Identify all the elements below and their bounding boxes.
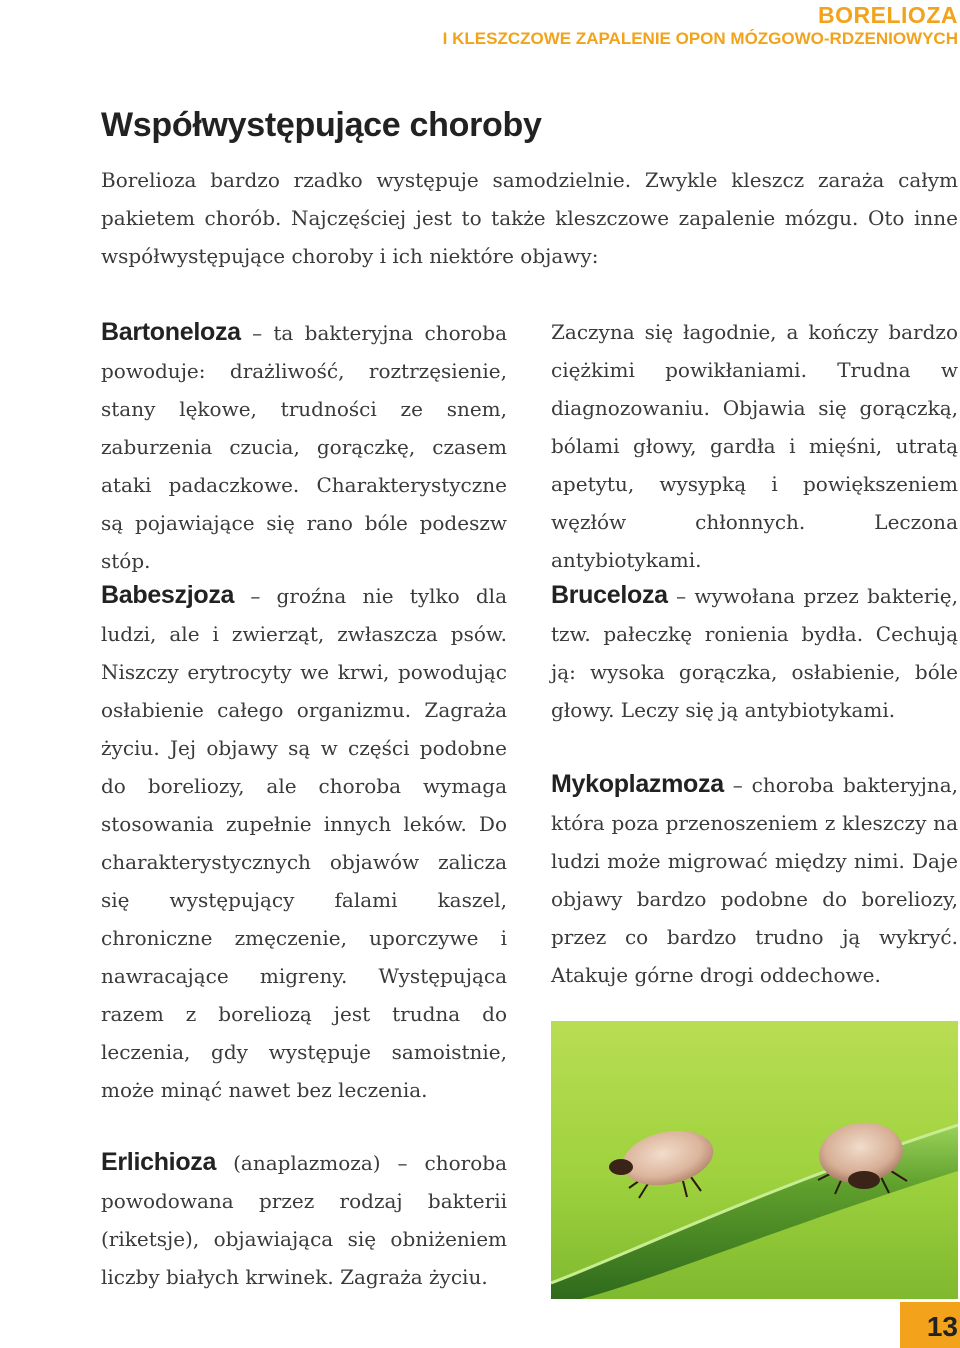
disease-bruceloza xyxy=(551,576,958,729)
disease-name-bruceloza: Bruceloza xyxy=(551,581,668,609)
disease-name-bartoneloza: Bartoneloza xyxy=(101,318,241,346)
header-title: BORELIOZA xyxy=(818,2,958,28)
disease-name-babeszjoza: Babeszjoza xyxy=(101,581,235,609)
right-column-top xyxy=(551,313,958,579)
disease-name-erlichioza: Erlichioza xyxy=(101,1148,217,1176)
disease-erlichioza xyxy=(101,1143,507,1296)
disease-desc-erlichioza: (anaplazmoza) – choroba powodowana przez rodzaj bakterii (riketsje), objawiająca się obniżeniem liczby białych krwinek. Zagraża życiu. xyxy=(101,1151,507,1289)
bartoneloza-continued: Zaczyna się łagodnie, a kończy bardzo ciężkimi powikłaniami. Trudna w diagnozowaniu. Objawia się gorączką, bólami głowy, gardła i mięśni, utratą apetytu, wysypką i powiększeniem węzłów chłonnych. Leczona antybiotykami. xyxy=(551,320,958,572)
left-column-top xyxy=(101,313,507,580)
tick-photo xyxy=(551,1021,958,1299)
disease-bartoneloza xyxy=(101,313,507,580)
right-column-lower xyxy=(551,765,958,994)
disease-desc-babeszjoza: – groźna nie tylko dla ludzi, ale i zwierząt, zwłaszcza psów. Niszczy erytrocyty we krwi, powodując osłabienie całego organizmu. Zagraża życiu. Jej objawy są w części podobne do boreliozy, ale choroba wymaga stosowania zupełnie innych leków. Do charakterystycznych objawów zalicza się występujący falami kaszel, chroniczne zmęczenie, uporczywe i nawracające migreny. Występująca razem z boreliozą jest trudna do leczenia, gdy występuje samoistnie, może minąć nawet bez leczenia. xyxy=(101,584,507,1102)
disease-desc-bartoneloza: – ta bakteryjna choroba powoduje: drażliwość, roztrzęsienie, stany lękowe, trudności ze snem, zaburzenia czucia, gorączkę, czasem ataki padaczkowe. Charakterystyczne są pojawiające się rano bóle podeszw stóp. xyxy=(101,321,507,573)
right-column-middle xyxy=(551,576,958,729)
section-title: Współwystępujące choroby xyxy=(101,106,542,144)
disease-desc-bruceloza: – wywołana przez bakterię, tzw. pałeczkę ronienia bydła. Cechują ją: wysoka gorączka, osłabienie, bóle głowy. Leczy się ją antybiotykami. xyxy=(551,584,958,722)
header-subtitle: I KLESZCZOWE ZAPALENIE OPON MÓZGOWO-RDZENIOWYCH xyxy=(442,29,958,48)
running-header xyxy=(443,2,958,50)
disease-name-mykoplazmoza: Mykoplazmoza xyxy=(551,770,724,798)
left-column-middle xyxy=(101,576,507,1109)
disease-desc-mykoplazmoza: – choroba bakteryjna, która poza przenoszeniem z kleszczy na ludzi może migrować między nimi. Daje objawy bardzo podobne do boreliozy, przez co bardzo trudno ją wykryć. Atakuje górne drogi oddechowe. xyxy=(551,773,958,987)
left-column-bottom xyxy=(101,1143,507,1296)
page-number: 13 xyxy=(926,1311,958,1342)
disease-mykoplazmoza xyxy=(551,765,958,994)
disease-babeszjoza xyxy=(101,576,507,1109)
intro-paragraph: Borelioza bardzo rzadko występuje samodzielnie. Zwykle kleszcz zaraża całym pakietem chorób. Najczęściej jest to także kleszczowe zapalenie mózgu. Oto inne współwystępujące choroby i ich niektóre objawy: xyxy=(101,168,958,268)
